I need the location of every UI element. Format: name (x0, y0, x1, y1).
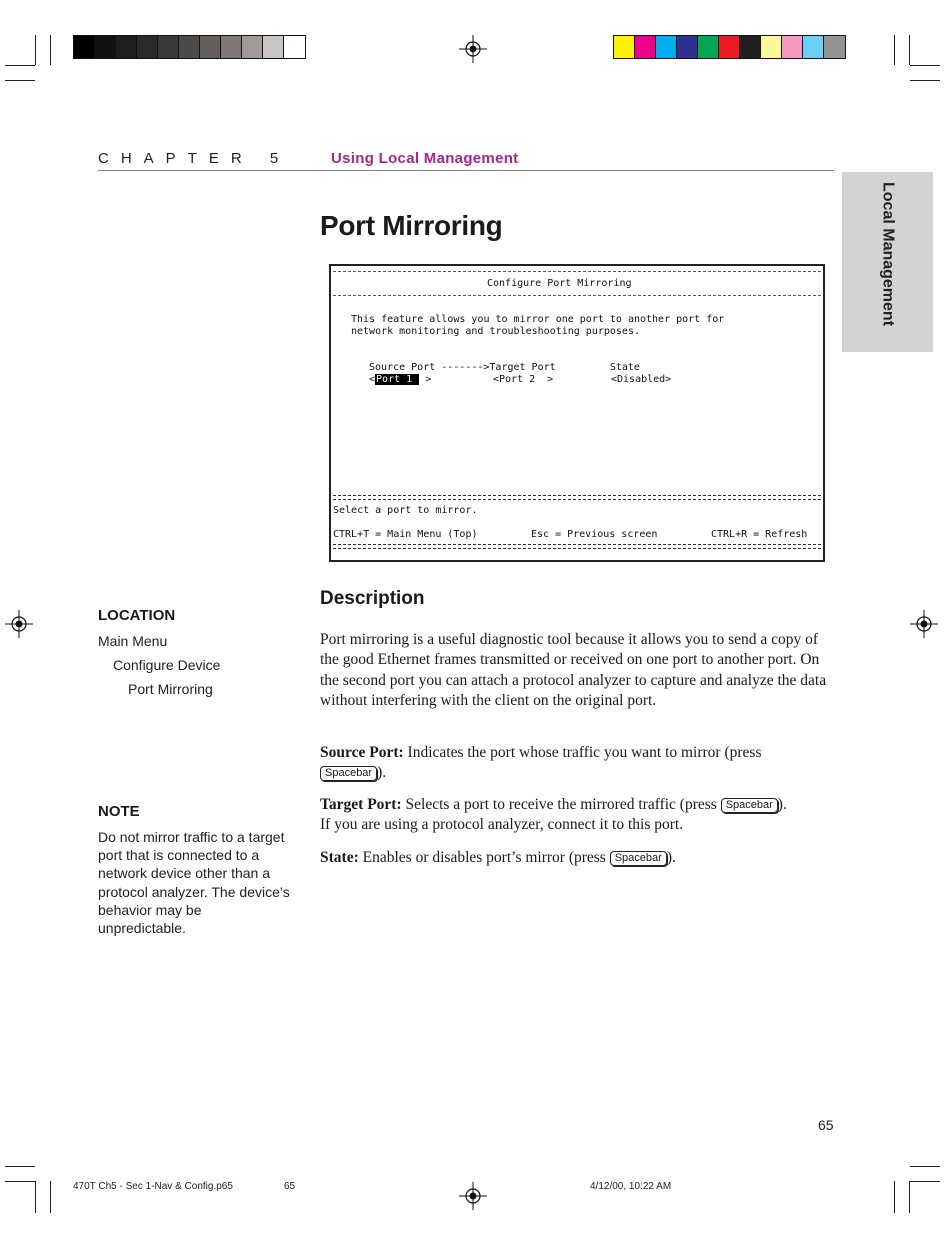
target-port-text: Selects a port to receive the mirrored traffic (press (405, 796, 717, 813)
registration-mark-icon (5, 610, 33, 638)
target-port-label: Target Port: (320, 796, 402, 813)
location-item: Main Menu (98, 633, 168, 649)
color-swatch (635, 36, 656, 58)
color-swatch (95, 36, 116, 58)
target-port-description (320, 795, 835, 836)
color-swatch (137, 36, 158, 58)
source-port-description (320, 743, 835, 784)
state-description (320, 848, 835, 868)
divider (333, 295, 821, 296)
divider (333, 544, 821, 549)
color-swatch (719, 36, 740, 58)
state-text: Enables or disables port’s mirror (press (362, 849, 606, 866)
description-paragraph: Port mirroring is a useful diagnostic tool because it allows you to send a copy of the good Ethernet frames transmitted or received on one port to another port. On the second port you can attach a protocol analyzer to capture and analyze the data without interfering with the client on the original port. (320, 631, 827, 709)
footer-file: 470T Ch5 - Sec 1-Nav & Config.p65 (73, 1181, 233, 1192)
color-swatch (116, 36, 137, 58)
target-port-text-2: If you are using a protocol analyzer, connect it to this port. (320, 816, 684, 834)
color-swatch (242, 36, 263, 58)
screen-status-line: Select a port to mirror. (333, 505, 478, 516)
color-swatch (803, 36, 824, 58)
state-label: State: (320, 849, 359, 866)
page-title: Port Mirroring (320, 210, 503, 241)
footer-page: 65 (284, 1181, 296, 1192)
registration-mark-icon (459, 35, 487, 63)
location-item: Port Mirroring (128, 681, 213, 697)
color-swatch (221, 36, 242, 58)
close-paren: ). (777, 796, 787, 813)
color-swatch (179, 36, 200, 58)
screen-column-headers: Source Port ------->Target Port State (369, 362, 640, 373)
gray-calibration-bar (73, 35, 306, 59)
key-previous-screen: Esc = Previous screen (531, 529, 658, 540)
key-main-menu: CTRL+T = Main Menu (Top) (333, 529, 478, 540)
color-swatch (824, 36, 845, 58)
chapter-title: Using Local Management (331, 150, 519, 167)
color-swatch (200, 36, 221, 58)
close-paren: ). (666, 849, 676, 866)
screen-intro-line: This feature allows you to mirror one port to another port for (351, 314, 725, 325)
color-swatch (656, 36, 677, 58)
color-swatch (614, 36, 635, 58)
color-swatch (74, 36, 95, 58)
chapter-label: CHAPTER 5 (98, 150, 291, 167)
color-swatch (677, 36, 698, 58)
state-field[interactable]: <Disabled> (611, 374, 672, 385)
header-rule (98, 170, 834, 171)
page-number: 65 (818, 1117, 834, 1133)
source-port-field[interactable]: <Port 1 > (369, 374, 432, 385)
color-swatch (698, 36, 719, 58)
source-port-text: Indicates the port whose traffic you want to mirror (press (407, 744, 762, 761)
spacebar-key-icon: Spacebar (320, 766, 377, 781)
color-calibration-bar (613, 35, 846, 59)
color-swatch (158, 36, 179, 58)
color-swatch (782, 36, 803, 58)
divider (333, 495, 821, 500)
source-port-label: Source Port: (320, 744, 404, 761)
note-text: Do not mirror traffic to a target port that is connected to a network device other than a protocol analyzer. The device’s behavior may be unpredictable. (98, 829, 290, 937)
color-swatch (284, 36, 305, 58)
color-swatch (740, 36, 761, 58)
side-tab (842, 172, 933, 352)
footer-date: 4/12/00, 10:22 AM (590, 1181, 672, 1192)
registration-mark-icon (459, 1182, 487, 1210)
color-swatch (263, 36, 284, 58)
divider (333, 271, 821, 272)
description-heading: Description (320, 588, 425, 609)
target-port-field[interactable]: <Port 2 > (493, 374, 554, 385)
source-port-value[interactable]: Port 1 (376, 374, 419, 385)
spacebar-key-icon: Spacebar (610, 851, 667, 866)
side-tab-label: Local Management (879, 182, 897, 327)
screen-intro-line: network monitoring and troubleshooting purposes. (351, 326, 640, 337)
close-paren: ). (377, 764, 387, 782)
registration-mark-icon (910, 610, 938, 638)
location-item: Configure Device (113, 657, 221, 673)
key-refresh: CTRL+R = Refresh (711, 529, 808, 540)
screen-title: Configure Port Mirroring (487, 278, 632, 289)
location-heading: LOCATION (98, 607, 176, 624)
terminal-screen (329, 264, 825, 562)
spacebar-key-icon: Spacebar (721, 798, 778, 813)
color-swatch (761, 36, 782, 58)
note-heading: NOTE (98, 803, 140, 820)
